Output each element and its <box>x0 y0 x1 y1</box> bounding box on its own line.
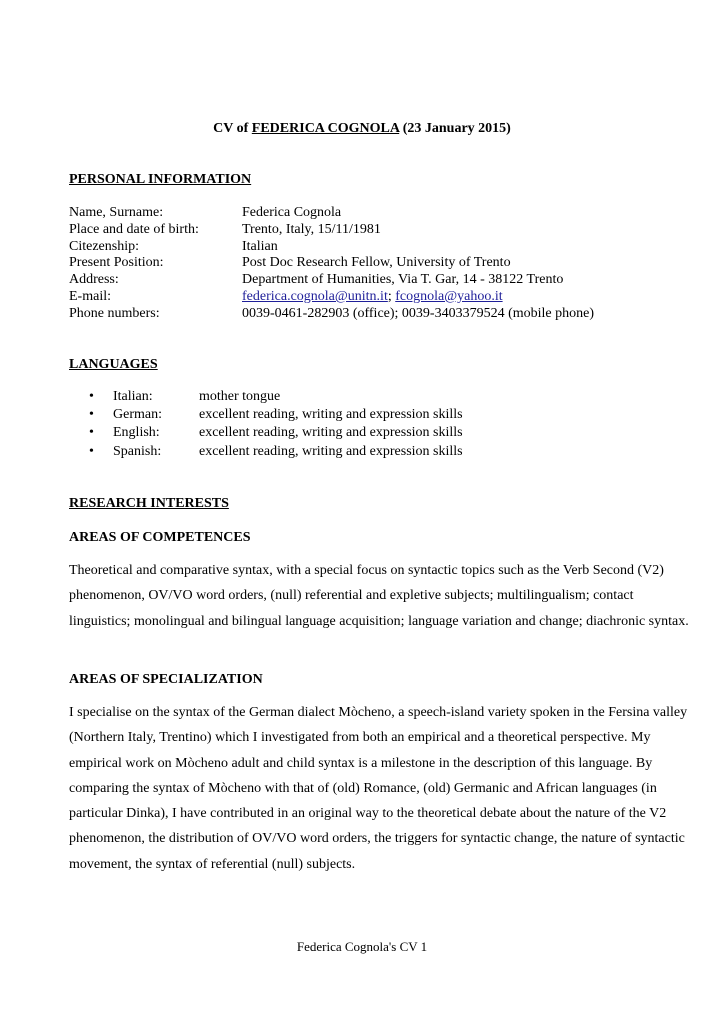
bullet: • <box>89 425 94 441</box>
email-link-yahoo[interactable]: fcognola@yahoo.it <box>395 288 503 304</box>
info-value: Italian <box>242 238 278 254</box>
info-value: Post Doc Research Fellow, University of Trento <box>242 255 511 271</box>
list-item <box>89 388 463 406</box>
info-label: E-mail: <box>69 288 111 304</box>
language-level: excellent reading, writing and expression skills <box>199 443 463 459</box>
info-label: Citezenship: <box>69 238 139 254</box>
research-interests-heading: RESEARCH INTERESTS <box>69 496 229 511</box>
personal-information-heading: PERSONAL INFORMATION <box>69 172 252 187</box>
title-name: FEDERICA COGNOLA <box>251 121 400 136</box>
page-footer: Federica Cognola's CV 1 <box>296 939 428 954</box>
personal-information-table <box>69 204 594 322</box>
bullet: • <box>89 389 94 404</box>
email-separator: ; <box>387 288 396 304</box>
info-label: Present Position: <box>69 255 164 271</box>
info-row-name <box>69 204 594 221</box>
info-value: Federica Cognola <box>242 205 342 220</box>
email-link-unitn[interactable]: federica.cognola@unitn.it <box>242 288 388 304</box>
info-row-phone <box>69 305 594 322</box>
info-value <box>242 288 503 305</box>
info-value: Department of Humanities, Via T. Gar, 14 - 38122 Trento <box>242 272 564 288</box>
languages-list <box>89 388 463 461</box>
info-row-position <box>69 254 594 271</box>
language-name: English: <box>113 425 160 441</box>
info-row-birth <box>69 221 594 238</box>
info-value: 0039-0461-282903 (office); 0039-3403379524 (mobile phone) <box>242 305 595 321</box>
bullet: • <box>89 443 94 459</box>
list-item <box>89 424 463 442</box>
info-value: Trento, Italy, 15/11/1981 <box>242 221 381 237</box>
info-label: Name, Surname: <box>69 205 164 220</box>
language-name: German: <box>113 407 162 423</box>
info-row-address <box>69 271 594 288</box>
languages-heading: LANGUAGES <box>69 357 158 372</box>
info-label: Address: <box>69 272 119 288</box>
info-label: Place and date of birth: <box>69 221 199 237</box>
language-name: Spanish: <box>113 443 162 459</box>
info-row-citizenship <box>69 238 594 255</box>
bullet: • <box>89 407 94 423</box>
info-label: Phone numbers: <box>69 305 160 321</box>
language-name: Italian: <box>113 389 153 404</box>
specialization-paragraph: I specialise on the syntax of the German dialect Mòcheno, a speech-island variety spoken in the Fersina valley (Northern Italy, Trentino) which I investigated from both an empirical and a theoretical perspective. My empirical work on Mòcheno adult and child syntax is a milestone in the description of this language. By comparing the syntax of Mòcheno with that of (old) Romance, (old) Germanic and African languages (in particular Dinka), I have contributed in an original way to the theoretical debate about the nature of the V2 phenomenon, the distribution of OV/VO word orders, the triggers for syntactic change, the nature of syntactic movement, the syntax of referential (null) subjects. <box>69 705 688 872</box>
language-level: excellent reading, writing and expression skills <box>199 425 463 441</box>
specialization-heading: AREAS OF SPECIALIZATION <box>69 672 263 687</box>
competences-heading: AREAS OF COMPETENCES <box>69 530 251 545</box>
title-suffix: (23 January 2015) <box>399 121 511 136</box>
language-level: excellent reading, writing and expression skills <box>199 407 463 423</box>
competences-paragraph: Theoretical and comparative syntax, with a special focus on syntactic topics such as the Verb Second (V2) phenomenon, OV/VO word orders, (null) referential and expletive subjects; multilingualism; contact linguistics; monolingual and bilingual language acquisition; language variation and change; diachronic syntax. <box>69 563 689 629</box>
title-prefix: CV of <box>213 121 252 136</box>
list-item <box>89 406 463 424</box>
document-title <box>0 120 724 137</box>
language-level: mother tongue <box>199 389 281 404</box>
list-item <box>89 443 463 461</box>
info-row-email <box>69 288 594 305</box>
